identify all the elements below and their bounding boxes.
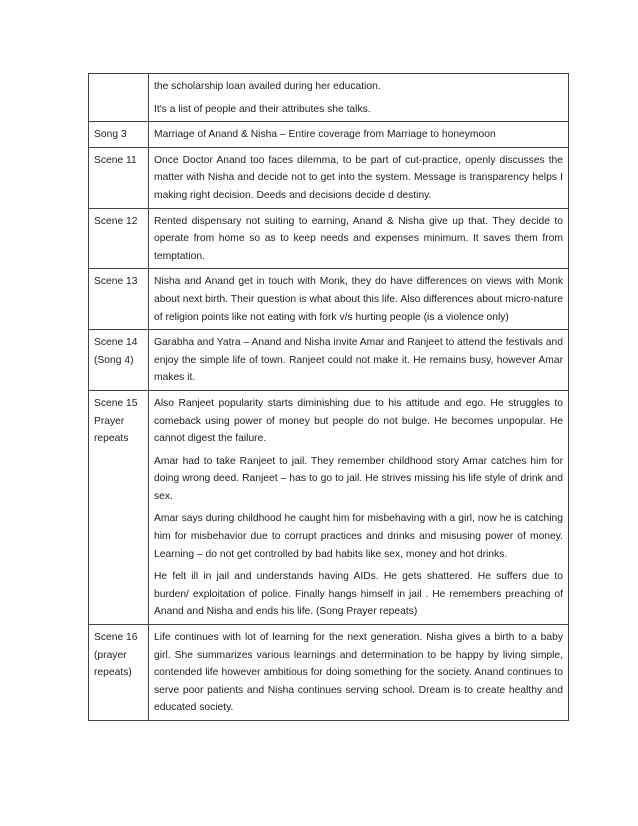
scene-label: Scene 13	[89, 269, 149, 330]
scene-label: Scene 11	[89, 147, 149, 208]
table-row	[89, 74, 569, 122]
scene-description	[149, 269, 569, 330]
table-row	[89, 625, 569, 721]
scene-description	[149, 147, 569, 208]
description-paragraph: Amar says during childhood he caught him for misbehaving with a girl, now he is catching him for misbehavior due to corrupt practices and drinks and misusing power of money. Learning – do not get controlled by bad habits like sex, money and hot drinks.	[154, 513, 563, 560]
description-paragraph: He felt ill in jail and understands having AIDs. He gets shattered. He suffers due to burden/ exploitation of police. Finally hangs himself in jail . He remembers preaching of Anand and Nisha and ends his life. (Song Prayer repeats)	[154, 571, 563, 618]
description-paragraph: Marriage of Anand & Nisha – Entire coverage from Marriage to honeymoon	[154, 129, 496, 141]
table-row	[89, 269, 569, 330]
description-paragraph: Garabha and Yatra – Anand and Nisha invite Amar and Ranjeet to attend the festivals and enjoy the simple life of town. Ranjeet could not make it. He remains busy, however Amar makes it.	[154, 337, 563, 384]
script-table	[88, 73, 569, 721]
description-paragraph: the scholarship loan availed during her education.	[154, 81, 381, 92]
scene-description	[149, 208, 569, 269]
description-paragraph: Amar had to take Ranjeet to jail. They remember childhood story Amar catches him for doing wrong deed. Ranjeet – has to go to jail. He strives missing his life style of drink and sex.	[154, 455, 563, 502]
description-paragraph: Life continues with lot of learning for the next generation. Nisha gives a birth to a baby girl. She summarizes various learnings and determination to be happy by living simple, contended life however ambitious for doing something for the society. Anand continues to serve poor patients and Nisha continues serving school. Dream is to create healthy and educated society.	[154, 632, 563, 714]
description-paragraph: Once Doctor Anand too faces dilemma, to be part of cut-practice, openly discusses the matter with Nisha and decide not to get into the system. Message is transparency helps I making right decision. Deeds and decisions decide d destiny.	[154, 154, 563, 201]
description-paragraph: Also Ranjeet popularity starts diminishing due to his attitude and ego. He struggles to comeback using power of money but people do not bulge. He becomes unpopular. He cannot digest the failure.	[154, 397, 563, 445]
description-paragraph: It's a list of people and their attributes she talks.	[154, 103, 371, 115]
scene-description	[149, 74, 569, 122]
scene-description	[149, 625, 569, 721]
table-row	[89, 122, 569, 148]
table-row	[89, 330, 569, 391]
table-row	[89, 147, 569, 208]
description-paragraph: Nisha and Anand get in touch with Monk, they do have differences on views with Monk about next birth. Their question is what about this life. Also differences about micro-nature of religion points like not eating with fork v/s hurting people (is a violence only)	[154, 276, 563, 323]
scene-description	[149, 122, 569, 148]
scene-label: Scene 15 Prayer repeats	[89, 390, 149, 624]
scene-label: Scene 16 (prayer repeats)	[89, 625, 149, 721]
scene-label	[89, 74, 149, 122]
scene-label: Scene 14 (Song 4)	[89, 330, 149, 391]
description-paragraph: Rented dispensary not suiting to earning, Anand & Nisha give up that. They decide to operate from home so as to keep needs and expenses minimum. It saves them from temptation.	[154, 215, 563, 262]
scene-description	[149, 330, 569, 391]
scene-label: Song 3	[89, 122, 149, 148]
table-row	[89, 390, 569, 624]
scene-label: Scene 12	[89, 208, 149, 269]
script-table-body	[89, 74, 569, 721]
scene-description	[149, 390, 569, 624]
table-row	[89, 208, 569, 269]
